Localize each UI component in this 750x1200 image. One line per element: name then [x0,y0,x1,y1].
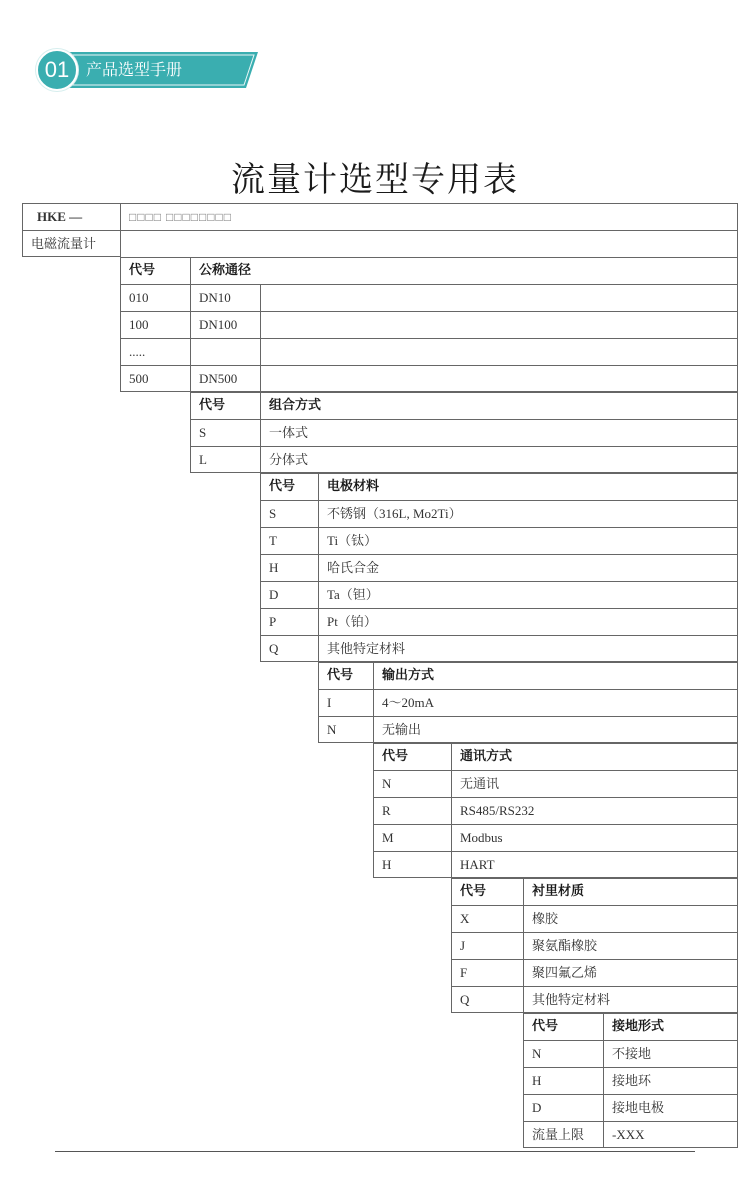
output-label-header: 输出方式 [373,662,738,689]
section-label: 产品选型手册 [86,60,183,79]
section-number: 01 [36,49,78,91]
grounding-value-cell: 不接地 [603,1040,738,1067]
diameter-value-cell: DN100 [190,311,260,338]
lining-filler-cell [593,905,738,932]
electrode-value-cell: 不锈钢（316L, Mo2Ti） [318,500,388,527]
electrode-code-cell: Q [260,635,318,662]
combination-value-cell: 一体式 [260,419,330,446]
lining-code-header: 代号 [451,878,523,905]
electrode-value-cell: 哈氏合金 [318,554,388,581]
product-name: 电磁流量计 [22,230,120,257]
grounding-code-cell: 流量上限 [523,1121,603,1148]
communication-code-header: 代号 [373,743,451,770]
electrode-value-cell: Ta（钽） [318,581,388,608]
diameter-value-cell: DN10 [190,284,260,311]
output-filler-cell [443,689,738,716]
electrode-value-cell: Ti（钛） [318,527,388,554]
communication-code-cell: M [373,824,451,851]
model-prefix: HKE — [22,203,120,230]
electrode-code-cell: P [260,608,318,635]
output-value-cell: 4～20mA [373,689,443,716]
diameter-value-cell: DN500 [190,365,260,392]
communication-label-header: 通讯方式 [451,743,738,770]
lining-code-cell: J [451,932,523,959]
communication-value-cell: Modbus [451,824,521,851]
electrode-label-header: 电极材料 [318,473,738,500]
output-value-cell: 无输出 [373,716,443,743]
combination-filler-cell [330,446,738,473]
grounding-code-cell: N [523,1040,603,1067]
lining-value-cell: 其他特定材料 [523,986,593,1013]
diameter-filler-cell [260,338,738,365]
diameter-filler-cell [260,284,738,311]
grounding-code-header: 代号 [523,1013,603,1040]
section-banner [34,48,249,90]
grounding-value-cell: -XXX [603,1121,738,1148]
electrode-filler-cell [388,608,738,635]
electrode-value-cell: Pt（铂） [318,608,388,635]
electrode-code-cell: T [260,527,318,554]
communication-code-cell: R [373,797,451,824]
output-code-cell: N [318,716,373,743]
product-name-filler [120,230,738,257]
lining-value-cell: 聚四氟乙烯 [523,959,593,986]
diameter-code-cell: 500 [120,365,190,392]
page-title: 流量计选型专用表 [231,160,519,200]
grounding-code-cell: H [523,1067,603,1094]
diameter-code-cell: 010 [120,284,190,311]
communication-filler-cell [521,824,738,851]
communication-filler-cell [521,770,738,797]
model-code-pattern: □□□□ □□□□□□□□ [120,203,738,230]
diameter-label-header: 公称通径 [190,257,738,284]
communication-value-cell: HART [451,851,521,878]
diameter-filler-cell [260,365,738,392]
output-filler-cell [443,716,738,743]
combination-label-header: 组合方式 [260,392,738,419]
lining-filler-cell [593,959,738,986]
grounding-code-cell: D [523,1094,603,1121]
diameter-code-cell: ..... [120,338,190,365]
combination-code-cell: L [190,446,260,473]
electrode-code-header: 代号 [260,473,318,500]
communication-code-cell: N [373,770,451,797]
electrode-code-cell: S [260,500,318,527]
lining-filler-cell [593,932,738,959]
electrode-filler-cell [388,500,738,527]
electrode-filler-cell [388,581,738,608]
grounding-label-header: 接地形式 [603,1013,738,1040]
lining-label-header: 衬里材质 [523,878,738,905]
combination-value-cell: 分体式 [260,446,330,473]
diameter-value-cell [190,338,260,365]
lining-code-cell: X [451,905,523,932]
electrode-code-cell: H [260,554,318,581]
communication-filler-cell [521,851,738,878]
combination-code-cell: S [190,419,260,446]
combination-filler-cell [330,419,738,446]
combination-code-header: 代号 [190,392,260,419]
electrode-code-cell: D [260,581,318,608]
lining-filler-cell [593,986,738,1013]
electrode-filler-cell [388,554,738,581]
diameter-code-header: 代号 [120,257,190,284]
diameter-filler-cell [260,311,738,338]
lining-value-cell: 橡胶 [523,905,593,932]
output-code-cell: I [318,689,373,716]
communication-filler-cell [521,797,738,824]
lining-value-cell: 聚氨酯橡胶 [523,932,593,959]
grounding-value-cell: 接地环 [603,1067,738,1094]
diameter-code-cell: 100 [120,311,190,338]
lining-code-cell: F [451,959,523,986]
communication-code-cell: H [373,851,451,878]
grounding-value-cell: 接地电极 [603,1094,738,1121]
lining-code-cell: Q [451,986,523,1013]
footer-divider [55,1151,695,1152]
output-code-header: 代号 [318,662,373,689]
electrode-filler-cell [388,527,738,554]
communication-value-cell: RS485/RS232 [451,797,521,824]
communication-value-cell: 无通讯 [451,770,521,797]
electrode-value-cell: 其他特定材料 [318,635,388,662]
electrode-filler-cell [388,635,738,662]
